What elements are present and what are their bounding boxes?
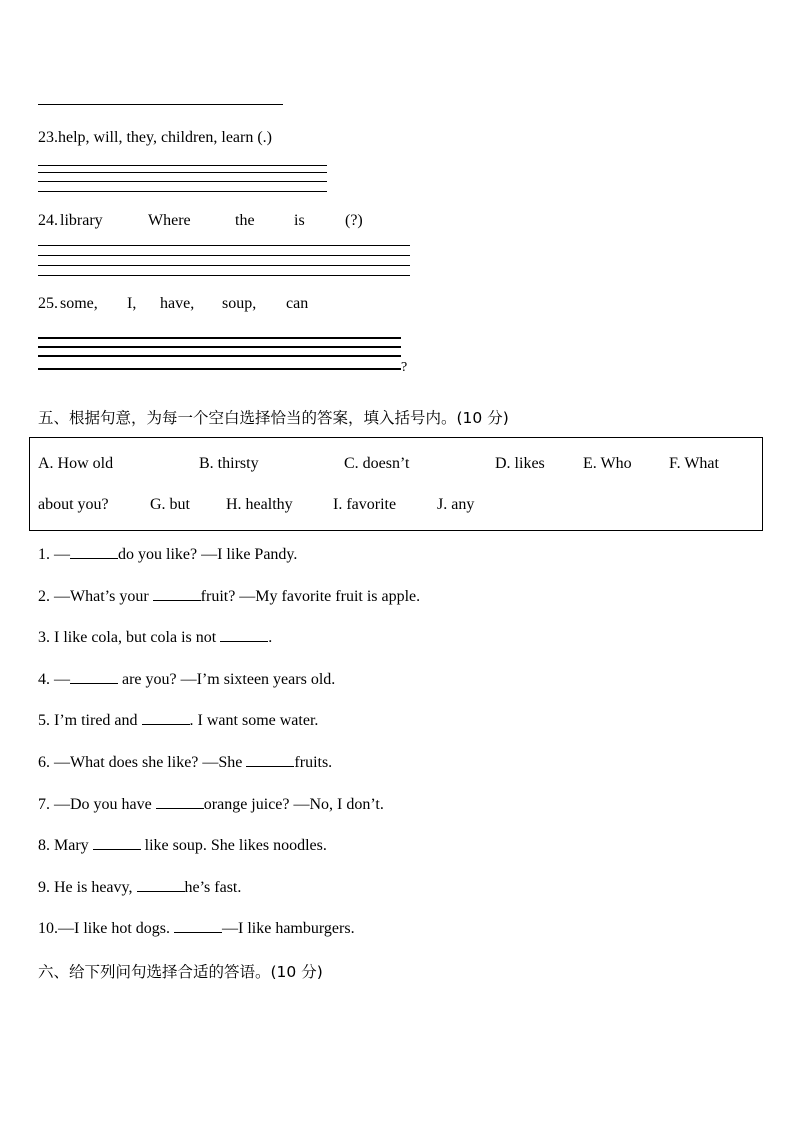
answer-blank[interactable] <box>174 918 222 933</box>
q24-word: (?) <box>345 212 363 229</box>
q25-word: some, <box>60 295 98 312</box>
question-10: 10.—I like hot dogs. —I like hamburgers. <box>38 920 355 937</box>
q24-answer-line[interactable] <box>38 245 410 246</box>
answer-blank[interactable] <box>93 835 141 850</box>
option-d: D. likes <box>495 455 545 472</box>
q24-word: library <box>60 212 103 229</box>
answer-blank[interactable] <box>70 669 118 684</box>
q25-word: I, <box>127 295 137 312</box>
option-f: F. What <box>669 455 719 472</box>
q25-answer-line[interactable] <box>38 355 401 357</box>
answer-blank[interactable] <box>156 794 204 809</box>
q24-answer-line[interactable] <box>38 275 410 276</box>
question-3: 3. I like cola, but cola is not . <box>38 629 273 646</box>
q23-answer-line[interactable] <box>38 181 327 182</box>
question-7: 7. —Do you have orange juice? —No, I don’t. <box>38 796 384 813</box>
section5-title: 五、根据句意，为每一个空白选择恰当的答案，填入括号内。(10 分) <box>38 409 509 427</box>
q24-answer-line[interactable] <box>38 255 410 256</box>
options-box <box>29 437 763 531</box>
question-2: 2. —What’s your fruit? —My favorite fruit is apple. <box>38 588 421 605</box>
q23-answer-line[interactable] <box>38 165 327 166</box>
option-j: J. any <box>437 496 475 513</box>
answer-blank[interactable] <box>153 586 201 601</box>
q25-answer-line[interactable] <box>38 337 401 339</box>
q25-word: have, <box>160 295 195 312</box>
q25-end-mark: ? <box>401 360 408 375</box>
question-1: 1. — do you like? —I like Pandy. <box>38 546 298 563</box>
q23-prompt: 23.help, will, they, children, learn (.) <box>38 129 272 146</box>
question-5: 5. I’m tired and . I want some water. <box>38 712 319 729</box>
answer-blank[interactable] <box>70 544 118 559</box>
question-4: 4. — are you? —I’m sixteen years old. <box>38 671 336 688</box>
q24-word: Where <box>148 212 191 229</box>
q25-word: soup, <box>222 295 257 312</box>
option-i: I. favorite <box>333 496 397 513</box>
q25-word: can <box>286 295 309 312</box>
q25-answer-line[interactable] <box>38 368 401 370</box>
q24-word: the <box>235 212 255 229</box>
option-e: E. Who <box>583 455 632 472</box>
section6-title: 六、给下列问句选择合适的答语。(10 分) <box>38 963 323 981</box>
answer-blank[interactable] <box>137 877 185 892</box>
q24-word: is <box>294 212 305 229</box>
option-b: B. thirsty <box>199 455 259 472</box>
answer-blank[interactable] <box>220 627 268 642</box>
q24-number: 24. <box>38 212 58 229</box>
answer-blank[interactable] <box>246 752 294 767</box>
q23-answer-line[interactable] <box>38 172 327 173</box>
q24-answer-line[interactable] <box>38 265 410 266</box>
option-a: A. How old <box>38 455 114 472</box>
question-6: 6. —What does she like? —She fruits. <box>38 754 333 771</box>
question-8: 8. Mary like soup. She likes noodles. <box>38 837 327 854</box>
question-9: 9. He is heavy, he’s fast. <box>38 879 242 896</box>
q25-number: 25. <box>38 295 58 312</box>
option-c: C. doesn’t <box>344 455 410 472</box>
q25-answer-line[interactable] <box>38 346 401 348</box>
option-f-continued: about you? <box>38 496 109 513</box>
option-g: G. but <box>150 496 190 513</box>
answer-line[interactable] <box>38 104 283 105</box>
option-h: H. healthy <box>226 496 293 513</box>
q23-answer-line[interactable] <box>38 191 327 192</box>
answer-blank[interactable] <box>142 710 190 725</box>
